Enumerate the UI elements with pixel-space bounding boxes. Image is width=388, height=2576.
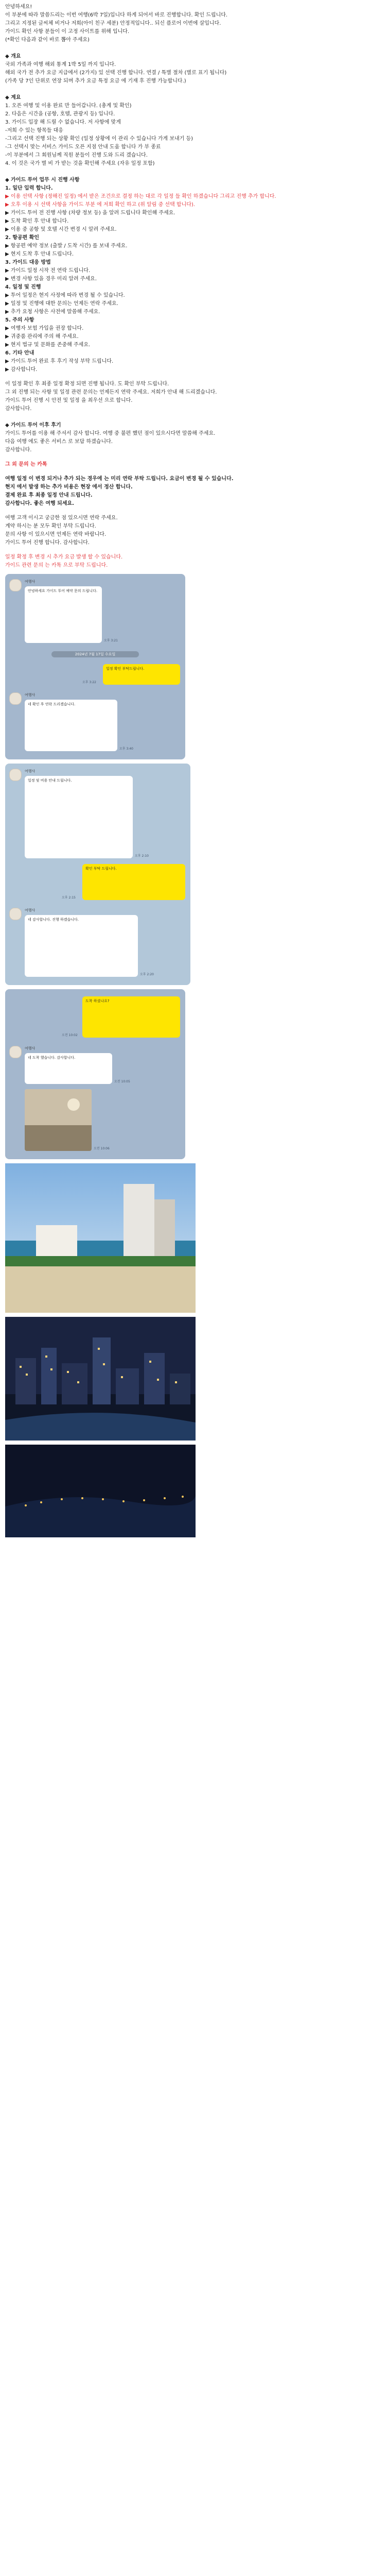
avatar xyxy=(9,692,22,705)
chat-message: 네 도착 했습니다. 감사합니다. xyxy=(25,1053,112,1084)
guide-item: ▶ 추가 요청 사항은 사전에 말씀해 주세요. xyxy=(5,309,100,315)
chat-message: 일정 확인 부탁드립니다. xyxy=(103,664,180,685)
section-title: ◆ 개요 xyxy=(5,54,21,59)
chat-time: 오후 3:21 xyxy=(104,639,118,642)
guide-item: ▶ 항공편 예약 정보 (출발 / 도착 시간) 를 보내 주세요. xyxy=(5,243,128,249)
photo-thumbnail xyxy=(25,1089,92,1151)
recap-line: 결제 완료 후 최종 일정 안내 드립니다. xyxy=(5,493,93,498)
notice-item: 4. 이 것은 국가 별 비 가 받는 것을 확인해 주세요 (자유 일정 포함) xyxy=(5,161,155,166)
intro-line: 안녕하세요! xyxy=(5,4,32,10)
avatar xyxy=(9,769,22,781)
chat-time: 오후 2:15 xyxy=(62,896,76,900)
summary-line: 감사합니다. xyxy=(5,447,32,453)
recap-line: 일정 확정 후 변경 시 추가 요금 발생 할 수 있습니다. xyxy=(5,554,123,560)
notice-item: 2. 다음은 시간을 (공항, 호텔, 관광지 등) 입니다. xyxy=(5,111,115,117)
chat-screenshot xyxy=(5,989,185,1159)
sub-title: 1. 일단 입력 합니다. xyxy=(5,185,53,191)
notice-item: 1. 오픈 여행 및 이용 완료 만 들어갑니다. (총계 및 확인) xyxy=(5,103,132,109)
summary-line: 감사합니다. xyxy=(5,406,32,412)
chat-message: 네 확인 후 연락 드리겠습니다. xyxy=(25,700,117,751)
sub-title: 2. 항공편 확인 xyxy=(5,235,40,241)
notice-item: -이 부분에서 그 회원님께 직원 분들이 진행 도와 드리 겠습니다. xyxy=(5,152,148,158)
sub-title: 6. 기타 안내 xyxy=(5,350,34,356)
intro-line: (*확인 다음과 같이 바로 뽑아 주세요) xyxy=(5,37,90,43)
sender-name: 여행사 xyxy=(25,769,36,773)
guide-item: ▶ 이용 중 공항 및 호텔 시간 변경 시 알려 주세요. xyxy=(5,227,117,232)
avatar xyxy=(9,1046,22,1058)
date-divider: 2024년 7월 17일 수요일 xyxy=(51,651,139,657)
sender-name: 여행사 xyxy=(25,1046,36,1050)
chat-message: 확인 부탁 드립니다. xyxy=(82,864,185,900)
guide-item: ▶ 현지 법규 및 문화를 존중해 주세요. xyxy=(5,342,91,348)
avatar xyxy=(9,579,22,591)
chat-time: 오후 2:20 xyxy=(140,973,154,976)
chat-message: 일정 및 비용 안내 드립니다. xyxy=(25,776,133,858)
highlight-line: 그 외 문의 는 카톡 xyxy=(5,462,47,467)
sub-title: 4. 일정 및 진행 xyxy=(5,284,41,290)
sender-name: 여행사 xyxy=(25,693,36,697)
guide-item: ▶ 도착 확인 후 안내 합니다. xyxy=(5,218,69,224)
summary-line: 다음 여행 에도 좋은 서비스 로 보답 하겠습니다. xyxy=(5,439,113,445)
guide-item: ▶ 가이드 투어 완료 후 후기 작성 부탁 드립니다. xyxy=(5,359,114,364)
summary-line: 가이드 투어를 이용 해 주셔서 감사 합니다. 여행 중 불편 했던 점이 있으시다면 말씀해 주세요. xyxy=(5,431,216,436)
chat-message: 네 감사합니다. 진행 하겠습니다. xyxy=(25,915,138,977)
sub-title: 3. 가이드 대응 방법 xyxy=(5,260,51,265)
notice-item: 3. 가이드 입장 해 드릴 수 없습니다. 저 사항에 맞게 xyxy=(5,120,121,125)
chat-message: 도착 하셨나요? xyxy=(82,996,180,1038)
section-title: ◆ 계요 xyxy=(5,95,21,100)
chat-screenshot xyxy=(5,764,190,985)
guide-item: ▶ 이용 선택 사항 (정해진 일정) 에서 받은 조건으로 결정 하는 대로 각 일정 들 확인 하겠습니다 그리고 진행 추가 합니다. xyxy=(5,194,276,199)
chat-time: 오후 3:40 xyxy=(119,747,133,751)
chat-time: 오전 10:02 xyxy=(62,1033,78,1037)
sender-name: 여행사 xyxy=(25,908,36,912)
guide-item: ▶ 일정 및 진행에 대한 문의는 언제든 연락 주세요. xyxy=(5,301,118,307)
recap-line: 가이드 투어 진행 합니다. 감사합니다. xyxy=(5,540,90,546)
sub-title: 5. 주의 사항 xyxy=(5,317,34,323)
recap-line: 여행 고객 이시고 궁금한 점 있으시면 연락 주세요. xyxy=(5,515,118,521)
city-photo xyxy=(5,1317,196,1440)
recap-line: 문의 사항 이 있으시면 언제든 연락 바랍니다. xyxy=(5,532,107,537)
chat-time: 오전 10:06 xyxy=(94,1147,110,1150)
intro-line: 그리고 지정된 글씨체 비거나 저희(아이 친구 세분) 안정적입니다.. 되신 플로어 이번에 살입니다. xyxy=(5,21,221,26)
notice-item: -그리고 선택 진행 되는 상황 확인 (일정 상황에 이 관리 수 있습니다 가게 보내기 등) xyxy=(5,136,193,142)
summary-line: 이 일정 확인 후 최종 일정 확정 되면 진행 됩니다. 도 확인 부탁 드립니다. xyxy=(5,381,169,387)
chat-time: 오후 2:10 xyxy=(135,854,149,858)
summary-line: 그 외 진행 되는 사항 및 일정 관련 문의는 언제든지 연락 주세요. 저희가 안내 해 드리겠습니다. xyxy=(5,389,217,395)
recap-line: 가이드 관련 문의 는 카톡 으로 부탁 드립니다. xyxy=(5,563,108,568)
section-title: ◆ 가이드 투어 이후 후기 xyxy=(5,422,61,428)
guide-item: ▶ 가이드 일정 시작 전 연락 드립니다. xyxy=(5,268,91,274)
guide-item: ▶ 오후 이용 시 선택 사항을 가이드 부분 에 저희 확인 하고 (위 알림 중 선택 합니다). xyxy=(5,202,195,208)
guide-item: ▶ 가이드 투어 전 진행 사항 (차량 정보 등) 을 알려 드립니다 확인해 주세요. xyxy=(5,210,175,216)
intro-line: 가이드 확인 사항 분들이 이 고정 사이트를 위해 입니다. xyxy=(5,29,130,35)
guide-item: ▶ 귀중품 관리에 주의 해 주세요. xyxy=(5,334,79,340)
overview-line: 해외 국가 전 추가 요금 지급에서 (2가지) 있 선택 진행 합니다. 연결 / 특별 절차 (별로 표기 됩니다) xyxy=(5,70,227,76)
guide-item: ▶ 변경 사항 있을 경우 미리 알려 주세요. xyxy=(5,276,97,282)
overview-line: 국외 가족과 여행 해외 통계 1박 5일 까지 입니다. xyxy=(5,62,116,67)
guide-item: ▶ 현지 도착 후 안내 드립니다. xyxy=(5,251,74,257)
guide-item: ▶ 여행자 보험 가입을 권장 합니다. xyxy=(5,326,84,331)
guide-item: ▶ 투어 일정은 현지 사정에 따라 변경 될 수 있습니다. xyxy=(5,293,125,298)
summary-line: 가이드 투어 진행 시 안전 및 일정 을 최우선 으로 합니다. xyxy=(5,398,133,403)
recap-line: 감사합니다. 좋은 여행 되세요. xyxy=(5,501,74,506)
resort-photo xyxy=(5,1163,196,1313)
section-title: ◆ 가이드 투어 업무 시 진행 사항 xyxy=(5,177,80,183)
avatar xyxy=(9,908,22,920)
chat-time: 오전 10:05 xyxy=(114,1080,130,1083)
intro-line: 이 부분에 따라 말씀드리는 이번 여행(6박 7일)입니다 하게 되어서 바로 진행합니다. 확인 드립니다. xyxy=(5,12,228,18)
notice-item: -저희 수 있는 항목들 대응 xyxy=(5,128,63,133)
sender-name: 여행사 xyxy=(25,580,36,584)
guide-item: ▶ 감사합니다. xyxy=(5,367,38,372)
recap-line: 계약 하시는 분 모두 확인 부탁 드립니다. xyxy=(5,523,96,529)
recap-line: 현지 에서 발생 하는 추가 비용은 현장 에서 정산 합니다. xyxy=(5,484,133,490)
overview-line: (가족 당 7인 단위로 연장 되며 추가 요금 특정 요금 에 기재 후 진행 가능합니다.) xyxy=(5,78,186,84)
notice-item: -그 선택시 맞는 서비스 가이드 오픈 지점 안내 도움 합니다 가 부 종료 xyxy=(5,144,161,150)
coast-photo xyxy=(5,1445,196,1537)
chat-time: 오후 3:22 xyxy=(82,681,96,684)
chat-screenshot xyxy=(5,574,185,759)
chat-photo xyxy=(25,1089,92,1151)
chat-message: 안녕하세요 가이드 투어 예약 문의 드립니다. xyxy=(25,586,102,643)
recap-line: 여행 일정 이 변경 되거나 추가 되는 경우에 는 미리 연락 부탁 드립니다. 요금이 변경 될 수 있습니다. xyxy=(5,476,234,482)
